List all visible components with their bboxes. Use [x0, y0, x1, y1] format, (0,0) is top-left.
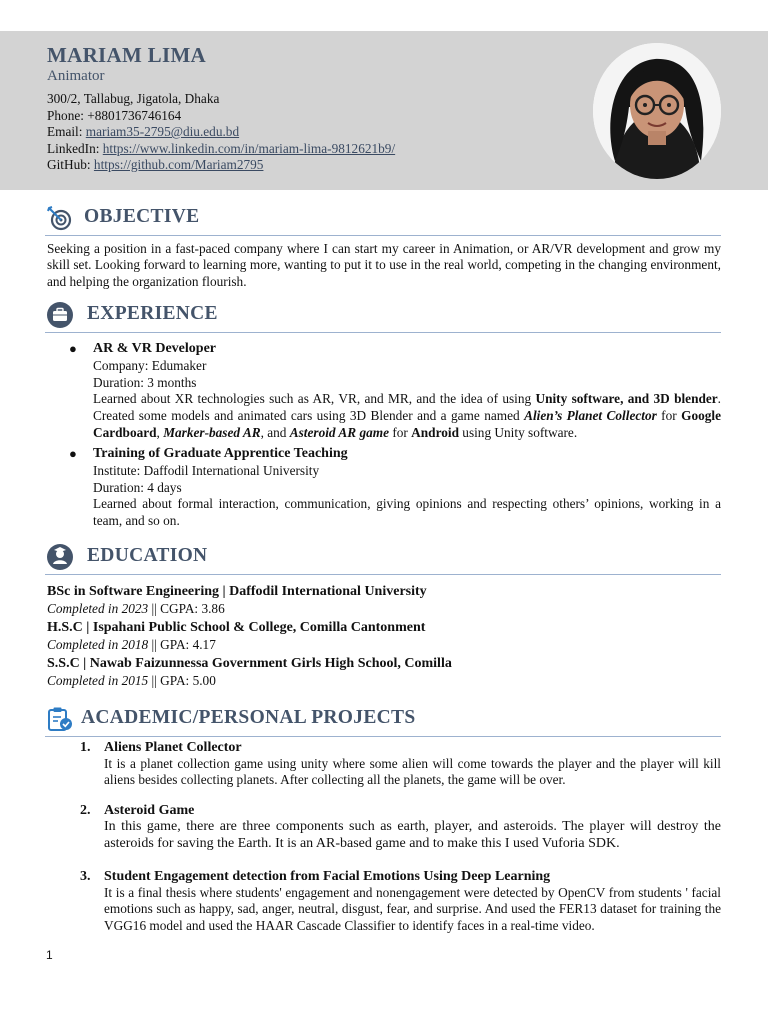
- desc-bold-italic: Alien’s Planet Collector: [524, 408, 657, 424]
- email-label: Email:: [47, 124, 86, 139]
- desc-bold: Google Cardboard: [93, 408, 721, 440]
- project-description: In this game, there are three components such as earth, player, and asteroids. The player will destroy the asteroids for saving the Earth. It is an AR-based game and to make this I used Vuforia SDK.: [104, 819, 721, 851]
- experience-description: [93, 391, 721, 441]
- desc-bold: Unity software, and 3D blender: [535, 391, 718, 407]
- education-meta: [47, 636, 721, 653]
- email-line: [47, 124, 239, 141]
- education-score: || CGPA: 3.86: [148, 601, 225, 616]
- phone-value: +8801736746164: [87, 108, 182, 123]
- project-title: Student Engagement detection from Facial Emotions Using Deep Learning: [104, 869, 551, 884]
- phone-line: [47, 108, 181, 125]
- project-title: Aliens Planet Collector: [104, 740, 242, 755]
- education-score: || GPA: 4.17: [148, 637, 216, 652]
- clipboard-check-icon: [45, 704, 75, 734]
- project-item: [80, 869, 721, 934]
- candidate-name: MARIAM LIMA: [47, 43, 207, 67]
- github-line: [47, 157, 263, 174]
- projects-title: ACADEMIC/PERSONAL PROJECTS: [81, 707, 416, 728]
- section-divider: [45, 235, 721, 236]
- desc-text: for: [389, 424, 412, 440]
- education-completed: Completed in 2015: [47, 673, 149, 688]
- desc-text: , and: [260, 424, 290, 440]
- bullet-icon: ●: [69, 446, 77, 461]
- education-entry: [47, 655, 721, 689]
- project-item: [80, 740, 721, 789]
- experience-role: Training of Graduate Apprentice Teaching: [93, 446, 348, 461]
- project-item: [80, 803, 721, 852]
- education-degree: H.S.C | Ispahani Public School & College, Comilla Cantonment: [47, 620, 426, 635]
- desc-bold-italic: Marker-based AR: [163, 424, 261, 440]
- education-degree: BSc in Software Engineering | Daffodil International University: [47, 584, 427, 599]
- experience-duration: Duration: 3 months: [93, 374, 197, 390]
- education-entry: [47, 583, 721, 617]
- education-section-header: [45, 542, 721, 572]
- email-link[interactable]: mariam35-2795@diu.edu.bd: [85, 124, 240, 139]
- project-description: It is a final thesis where students' engagement and nonengagement were detected by OpenCV from students ' facial emotions such as happy, sad, anger, neutral, disgust, fear, and surprise. And used the FER13 dataset for training the VGG16 model and used the HAAR Cascade Classifier to identify faces in a real-time video.: [104, 885, 721, 933]
- linkedin-link[interactable]: https://www.linkedin.com/in/mariam-lima-9812621b9/: [102, 141, 396, 156]
- linkedin-line: [47, 141, 395, 158]
- projects-section-header: [45, 704, 721, 734]
- experience-title: EXPERIENCE: [87, 303, 218, 324]
- project-number: 3.: [80, 869, 91, 884]
- experience-institute: Institute: Daffodil International University: [93, 462, 320, 478]
- education-degree: S.S.C | Nawab Faizunnessa Government Girls High School, Comilla: [47, 656, 452, 671]
- education-score: || GPA: 5.00: [148, 673, 216, 688]
- experience-duration: Duration: 4 days: [93, 479, 182, 495]
- experience-company: Company: Edumaker: [93, 357, 207, 373]
- education-completed: Completed in 2023: [47, 601, 149, 616]
- project-title: Asteroid Game: [104, 803, 195, 818]
- graduate-icon: [45, 542, 75, 572]
- experience-item: [69, 446, 721, 530]
- address: 300/2, Tallabug, Jigatola, Dhaka: [47, 91, 220, 106]
- linkedin-label: LinkedIn:: [47, 141, 103, 156]
- experience-item: [69, 341, 721, 442]
- education-meta: [47, 672, 721, 689]
- education-meta: [47, 600, 721, 617]
- desc-text: for: [656, 408, 682, 424]
- bullet-icon: ●: [69, 341, 77, 356]
- experience-section-header: [45, 300, 721, 330]
- education-entry: [47, 619, 721, 653]
- desc-text: ,: [156, 424, 164, 440]
- section-divider: [45, 574, 721, 575]
- avatar-portrait: [593, 43, 721, 179]
- briefcase-icon: [45, 300, 75, 330]
- desc-text: using Unity software.: [458, 424, 578, 440]
- desc-bold-italic: Asteroid AR game: [289, 424, 390, 440]
- project-number: 2.: [80, 803, 91, 818]
- profile-photo: [593, 43, 721, 179]
- objective-text: Seeking a position in a fast-paced company where I can start my career in Animation, or AR/VR development and grow my skill set. Looking forward to learning more, wanting to put it to use in the real world, competing in the changing environment, and helping the organization flourish.: [47, 241, 721, 289]
- objective-section-header: [45, 203, 721, 233]
- desc-text: . Created some models and animated cars using 3D Blender and a game named: [93, 391, 721, 424]
- education-completed: Completed in 2018: [47, 637, 149, 652]
- desc-text: Learned about XR technologies such as AR, VR, and MR, and the idea of using: [93, 391, 536, 407]
- page-number: 1: [46, 948, 53, 962]
- target-icon: [45, 203, 75, 233]
- education-title: EDUCATION: [87, 545, 208, 566]
- experience-role: AR & VR Developer: [93, 341, 216, 356]
- phone-label: Phone:: [47, 108, 88, 123]
- experience-description: Learned about formal interaction, communication, giving opinions and respecting others’ opinions, working in a team, and so on.: [93, 496, 721, 529]
- github-link[interactable]: https://github.com/Mariam2795: [93, 157, 264, 172]
- section-divider: [45, 332, 721, 333]
- project-description: It is a planet collection game using unity where some alien will come towards the player and the player will kill aliens besides collecting planets. After collecting all the planets, the game will be over.: [104, 756, 721, 788]
- objective-title: OBJECTIVE: [84, 206, 200, 227]
- section-divider: [45, 736, 721, 737]
- github-label: GitHub:: [47, 157, 94, 172]
- candidate-role: Animator: [47, 68, 105, 84]
- project-number: 1.: [80, 740, 91, 755]
- desc-bold: Android: [411, 424, 459, 440]
